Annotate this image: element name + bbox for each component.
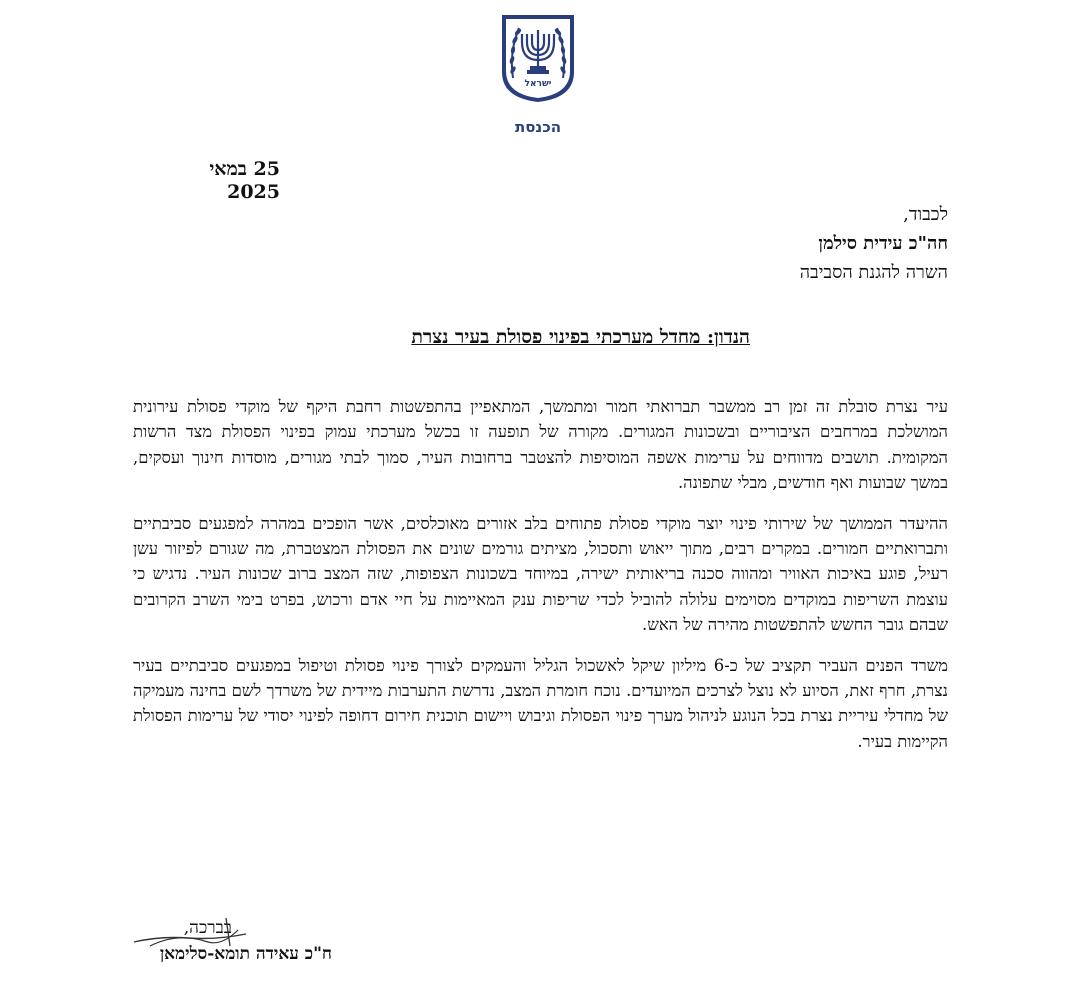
body-paragraph: ההיעדר הממושך של שירותי פינוי יוצר מוקדי פסולת פתוחים בלב אזורים מאוכלסים, אשר הופכים במהרה למפגעים סביבתיים ותברואתיים חמורים. במקרים רבים, מתוך ייאוש ותסכול, מציתים גורמים שונים את הפסולת המצטברת, מה שגורם לפיזור עשן רעיל, פוגע באיכות האוויר ומהווה סכנה בריאותית ישירה, במיוחד בשכונות הצפופות, שזה המצב ברוב שכונות העיר. נדגיש כי עוצמת השריפות במוקדים מסוימים עלולה להוביל לכדי שריפות ענק המאיימות על חיי אדם ורכוש, בפרט בימי השרב הקרובים שבהם גובר החשש להתפשטות מהירה של האש. — [133, 513, 948, 635]
letter-subject: הנדון: מחדל מערכתי בפינוי פסולת בעיר נצרת — [411, 326, 750, 348]
closing: בברכה, — [183, 918, 232, 938]
signer-name: ח"כ עאידה תומא-סלימאן — [159, 944, 332, 964]
recipient-name: חה"כ עידית סילמן — [818, 233, 948, 254]
letter-date: 25 במאי 2025 — [209, 158, 280, 203]
organization-name: הכנסת — [514, 118, 562, 136]
recipient-title: השרה להגנת הסביבה — [799, 262, 948, 283]
body-paragraph: עיר נצרת סובלת זה זמן רב ממשבר תברואתי חמור ומתמשך, המתאפיין בהתפשטות רחבת היקף של מוקדי פסולת עירונית המושלכת במרחבים הציבוריים ובשכונות המגורים. מקורה של תופעה זו בכשל מערכתי עמוק בפינוי הפסולת מצד הרשות המקומית. תושבים מדווחים על ערימות אשפה המוסיפות להצטבר ברחובות העיר, סמוך לבתי מגורים, מוסדות חינוך ועסקים, במשך שבועות ואף חודשים, מבלי שתפונה. — [133, 397, 948, 493]
recipient-block — [548, 200, 948, 287]
svg-text:ישראל: ישראל — [524, 79, 552, 89]
salutation: לכבוד, — [903, 204, 948, 225]
knesset-emblem-icon — [499, 12, 577, 104]
body-paragraph: משרד הפנים העביר תקציב של כ-6 מיליון שיקל לאשכול הגליל והעמקים לצורך פינוי פסולת וטיפול במפגעים סביבתיים בעיר נצרת, חרף זאת, הסיוע לא נוצל לצרכים המיועדים. נוכח חומרת המצב, נדרשת התערבות מיידית של משרדך לשם בחינה מעמיקה של מחדלי עיריית נצרת בכל הנוגע לניהול מערך פינוי הפסולת וגיבוש ויישום תוכנית חירום דחופה לפינוי יסודי של ערימות הפסולת הקיימות בעיר. — [133, 655, 948, 751]
letter-body — [133, 394, 948, 769]
